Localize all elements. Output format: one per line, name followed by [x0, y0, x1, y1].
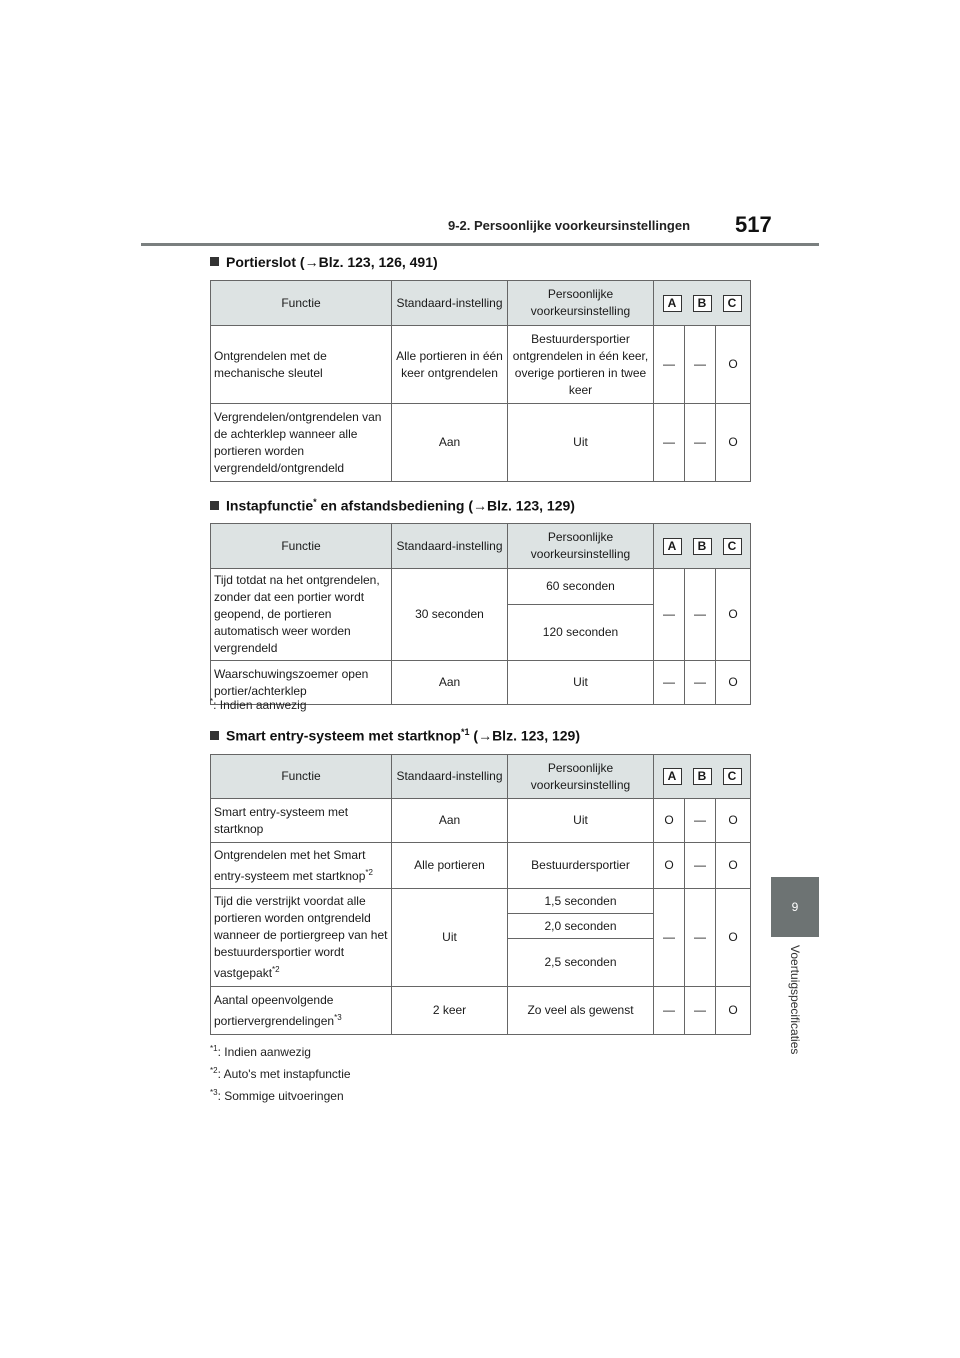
header-default: Standaard-instelling — [392, 755, 508, 799]
section-heading-smart-entry: Smart entry-systeem met startknop$^{*1}$ (→Blz. 123, 129) — [210, 727, 580, 744]
table-row: 2,0 seconden — [211, 914, 751, 939]
table-portierslot — [210, 280, 751, 482]
square-bullet-icon — [210, 731, 219, 740]
column-c-icon: C — [723, 295, 742, 312]
column-b-icon: B — [693, 295, 712, 312]
column-b-icon: B — [693, 768, 712, 785]
footnote: $^{*3}$: Sommige uitvoeringen — [210, 1088, 344, 1103]
column-b-icon: B — [693, 538, 712, 555]
column-a-icon: A — [663, 538, 682, 555]
header-personal: Persoonlijke voorkeursinstelling — [508, 281, 654, 326]
arrow-icon: → — [304, 254, 319, 270]
page-reference[interactable]: Blz. 123, 126, 491) — [318, 254, 438, 270]
page-reference[interactable]: Blz. 123, 129) — [487, 497, 575, 514]
table-row: Ontgrendelen met de mechanische sleutel Alle portieren in één keer ontgrendelen Bestuurdersportier ontgrendelen in één keer, overige portieren in twee keer — — O — [211, 326, 751, 404]
page-reference[interactable]: Blz. 123, 129) — [492, 727, 580, 744]
header-personal: Persoonlijke voorkeursinstelling — [508, 755, 654, 799]
footnote: $^{*1}$: Indien aanwezig — [210, 1044, 311, 1059]
column-a-icon: A — [663, 295, 682, 312]
column-c-icon: C — [723, 538, 742, 555]
header-function: Functie — [211, 281, 392, 326]
arrow-icon: → — [473, 497, 487, 514]
table-row: Aantal opeenvolgende portiervergrendelingen$^{*3}$ 2 keer Zo veel als gewenst — — O — [211, 987, 751, 1035]
footnote: *: Indien aanwezig — [210, 697, 307, 712]
table-row: Vergrendelen/ontgrendelen van de achterklep wanneer alle portieren worden vergrendeld/ontgrendeld Aan Uit — — O — [211, 404, 751, 482]
table-row: 2,5 seconden — [211, 939, 751, 987]
table-row: 120 seconden — [211, 605, 751, 661]
section-heading-instapfunctie: Instapfunctie* en afstandsbediening (→Blz. 123, 129) — [210, 497, 575, 514]
chapter-number: 9 — [791, 900, 799, 914]
column-c-icon: C — [723, 768, 742, 785]
table-row: Waarschuwingszoemer open portier/achterklep Aan Uit — — O — [211, 661, 751, 705]
chapter-label: Voertuigspecificaties — [788, 945, 802, 1055]
square-bullet-icon — [210, 501, 219, 510]
header-default: Standaard-instelling — [392, 281, 508, 326]
chapter-tab[interactable] — [771, 877, 819, 937]
page-number: 517 — [735, 212, 772, 237]
header-abc — [654, 281, 751, 326]
footnote: $^{*2}$: Auto's met instapfunctie — [210, 1066, 351, 1081]
section-title: 9-2. Persoonlijke voorkeursinstellingen — [448, 218, 691, 233]
arrow-icon: → — [478, 727, 493, 744]
section-heading-portierslot: Portierslot (→Blz. 123, 126, 491) — [210, 254, 438, 270]
table-row: Tijd totdat na het ontgrendelen, zonder dat een portier wordt geopend, de portieren automatisch weer worden vergrendeld 30 seconden 60 seconden — — O — [211, 569, 751, 605]
table-row: Smart entry-systeem met startknop Aan Uit O — O — [211, 799, 751, 843]
header-divider — [141, 243, 819, 246]
table-row: Ontgrendelen met het Smart entry-systeem met startknop$^{*2}$ Alle portieren Bestuurdersportier O — O — [211, 843, 751, 889]
table-row: Tijd die verstrijkt voordat alle portieren worden ontgrendeld wanneer de portiergreep van het bestuurdersportier wordt vastgepakt$^{*2}$ Uit 1,5 seconden — — O — [211, 889, 751, 914]
header-default: Standaard-instelling — [392, 524, 508, 569]
table-smart-entry — [210, 754, 751, 1035]
square-bullet-icon — [210, 257, 219, 266]
column-a-icon: A — [663, 768, 682, 785]
header-function: Functie — [211, 524, 392, 569]
header-abc — [654, 755, 751, 799]
header-personal: Persoonlijke voorkeursinstelling — [508, 524, 654, 569]
header-abc — [654, 524, 751, 569]
table-instapfunctie — [210, 523, 751, 705]
header-function: Functie — [211, 755, 392, 799]
